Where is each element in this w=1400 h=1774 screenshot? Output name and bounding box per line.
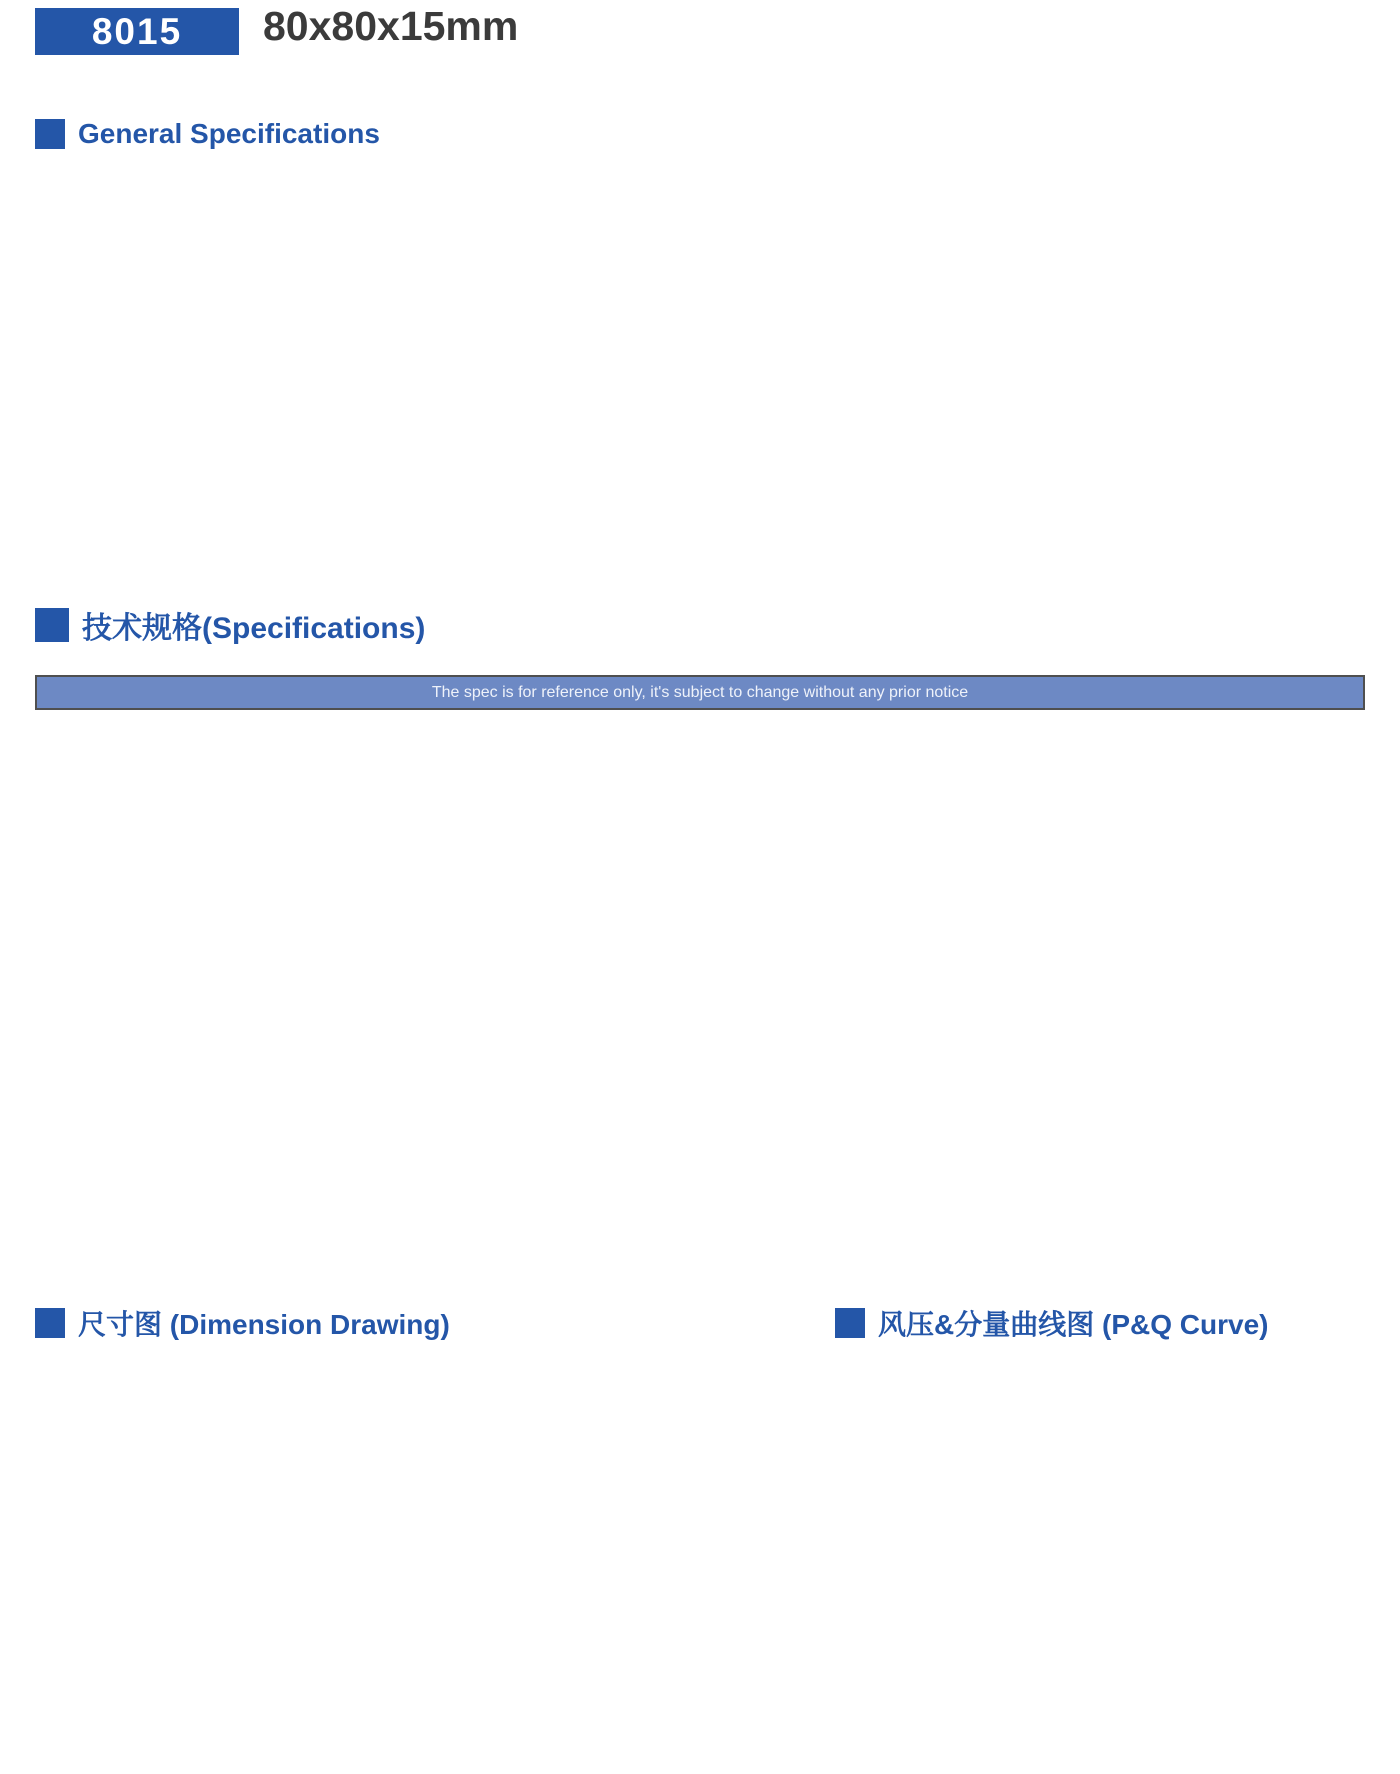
table-footnote: The spec is for reference only, it's subject to change without any prior notice <box>36 676 1364 709</box>
section-marker-icon <box>835 1308 865 1338</box>
fan-product-photo <box>845 78 1250 473</box>
section-pq-curve <box>835 1303 1268 1343</box>
spec-table-foot <box>36 676 1364 709</box>
section-dimension-drawing <box>35 1303 450 1343</box>
section-title-text: General Specifications <box>78 118 380 149</box>
section-marker-icon <box>35 608 69 642</box>
section-marker-icon <box>35 1308 65 1338</box>
pq-curve-chart <box>735 1392 1395 1770</box>
size-label: 80x80x15mm <box>263 3 519 49</box>
model-badge <box>35 8 239 55</box>
spec-table <box>35 675 1365 710</box>
section-general-specifications <box>35 118 380 150</box>
section-title-text: 尺寸图 (Dimension Drawing) <box>78 1309 450 1340</box>
model-code: 8015 <box>91 10 183 52</box>
table-footnote-row <box>36 676 1364 709</box>
section-specifications <box>35 603 425 647</box>
dimension-drawing <box>20 1340 720 1774</box>
section-marker-icon <box>35 119 65 149</box>
section-title-text: 风压&分量曲线图 (P&Q Curve) <box>878 1309 1269 1340</box>
section-title-text: 技术规格(Specifications) <box>82 612 426 645</box>
